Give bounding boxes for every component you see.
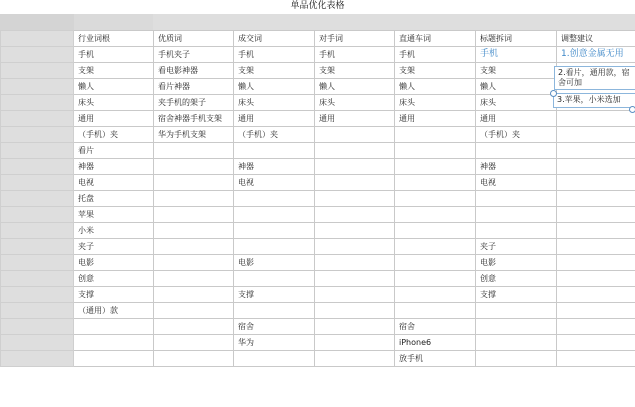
table-cell[interactable]: 苹果 (74, 207, 154, 223)
table-cell[interactable] (315, 207, 395, 223)
table-row (1, 63, 635, 79)
table-cell[interactable] (154, 159, 234, 175)
table-cell[interactable]: 支撑 (476, 287, 557, 303)
table-cell[interactable] (557, 191, 635, 207)
suggestion-note-2[interactable] (554, 66, 635, 90)
table-row (1, 303, 635, 319)
table-cell[interactable] (154, 319, 234, 335)
table-cell[interactable]: 通用 (234, 111, 315, 127)
note-text: 3.苹果，小米选加 (557, 95, 621, 104)
table-cell[interactable]: 小米 (74, 223, 154, 239)
header-band[interactable] (153, 14, 635, 30)
table-cell[interactable] (234, 191, 315, 207)
table-cell[interactable] (315, 351, 395, 367)
table-cell[interactable]: 电视 (476, 175, 557, 191)
table-cell[interactable] (315, 175, 395, 191)
column-header[interactable]: 标题拆词 (476, 31, 557, 47)
table-cell[interactable] (476, 303, 557, 319)
row-header[interactable] (1, 239, 74, 255)
column-band[interactable] (74, 14, 153, 30)
table-cell[interactable] (557, 207, 635, 223)
table-cell[interactable] (74, 335, 154, 351)
row-header[interactable] (1, 95, 74, 111)
table-row (1, 95, 635, 111)
table-cell[interactable]: 手机夹子 (154, 47, 234, 63)
column-header[interactable]: 优质词 (154, 31, 234, 47)
table-cell[interactable] (476, 351, 557, 367)
table-cell[interactable] (234, 223, 315, 239)
table-cell[interactable] (557, 159, 635, 175)
table-cell[interactable]: 宿舍 (234, 319, 315, 335)
column-header[interactable]: 调整建议 (557, 31, 635, 47)
table-cell[interactable] (395, 191, 476, 207)
table-cell[interactable]: （手机）夹 (476, 127, 557, 143)
table-cell[interactable] (476, 223, 557, 239)
table-cell[interactable] (315, 287, 395, 303)
table-row (1, 271, 635, 287)
table-cell[interactable] (395, 239, 476, 255)
selection-handle-icon[interactable] (550, 90, 557, 97)
table-cell[interactable] (395, 207, 476, 223)
table-cell[interactable]: 放手机 (395, 351, 476, 367)
table-cell[interactable]: 创意 (74, 271, 154, 287)
table-cell[interactable]: 电视 (74, 175, 154, 191)
row-header[interactable] (1, 335, 74, 351)
table-cell[interactable] (154, 143, 234, 159)
table-cell[interactable] (315, 159, 395, 175)
table-cell[interactable]: 宿舍 (395, 319, 476, 335)
table-cell[interactable]: 神器 (74, 159, 154, 175)
table-cell[interactable]: 懒人 (476, 79, 557, 95)
table-cell[interactable] (476, 207, 557, 223)
table-cell[interactable] (557, 271, 635, 287)
table-cell[interactable]: 支撑 (74, 287, 154, 303)
table-row (1, 143, 635, 159)
table-cell[interactable] (557, 143, 635, 159)
suggestion-note-3[interactable] (553, 93, 635, 108)
table-cell[interactable]: 手机 (74, 47, 154, 63)
table-cell[interactable] (154, 207, 234, 223)
table-cell[interactable]: 支架 (234, 63, 315, 79)
sheet-title: 单品优化表格 (290, 1, 345, 11)
table-cell[interactable]: 1.创意金属无用 (557, 47, 635, 63)
table-cell[interactable] (315, 127, 395, 143)
row-header[interactable] (1, 63, 74, 79)
table-cell[interactable]: 通用 (315, 111, 395, 127)
table-cell[interactable] (154, 255, 234, 271)
table-cell[interactable] (557, 287, 635, 303)
table-row (1, 191, 635, 207)
table-cell[interactable]: 支撑 (234, 287, 315, 303)
table-row (1, 159, 635, 175)
table-cell[interactable]: 支架 (395, 63, 476, 79)
table-cell[interactable]: 夹手机的架子 (154, 95, 234, 111)
table-row (1, 111, 635, 127)
table-row (1, 319, 635, 335)
table-cell[interactable] (315, 319, 395, 335)
table-cell[interactable] (395, 255, 476, 271)
table-cell[interactable]: 手机 (476, 47, 557, 63)
table-row (1, 335, 635, 351)
row-header[interactable] (1, 223, 74, 239)
row-header[interactable] (1, 271, 74, 287)
row-header[interactable] (1, 191, 74, 207)
table-cell[interactable]: 创意 (476, 271, 557, 287)
table-cell[interactable] (395, 287, 476, 303)
table-row (1, 127, 635, 143)
table-cell[interactable]: 电影 (234, 255, 315, 271)
table-cell[interactable] (315, 303, 395, 319)
table-row (1, 47, 635, 63)
column-header[interactable]: 行业词根 (74, 31, 154, 47)
table-cell[interactable] (234, 239, 315, 255)
table-cell[interactable]: 支架 (74, 63, 154, 79)
table-cell[interactable]: 电影 (476, 255, 557, 271)
table-cell[interactable] (476, 335, 557, 351)
table-cell[interactable] (557, 239, 635, 255)
table-cell[interactable]: 华为手机支架 (154, 127, 234, 143)
table-cell[interactable]: 手机 (234, 47, 315, 63)
table-cell[interactable]: 托盘 (74, 191, 154, 207)
table-cell[interactable]: 床头 (315, 95, 395, 111)
table-cell[interactable] (234, 143, 315, 159)
table-cell[interactable] (557, 127, 635, 143)
table-cell[interactable] (315, 271, 395, 287)
table-row (1, 223, 635, 239)
table-cell[interactable] (557, 335, 635, 351)
row-header[interactable] (1, 303, 74, 319)
row-header[interactable] (1, 31, 74, 47)
column-header[interactable]: 直通车词 (395, 31, 476, 47)
table-row (1, 175, 635, 191)
table-cell[interactable]: 手机 (395, 47, 476, 63)
table-cell[interactable] (154, 223, 234, 239)
table-cell[interactable]: 床头 (234, 95, 315, 111)
table-cell[interactable] (557, 255, 635, 271)
table-cell[interactable]: 手机 (315, 47, 395, 63)
row-header[interactable] (1, 111, 74, 127)
table-cell[interactable] (395, 127, 476, 143)
header-row (1, 31, 635, 47)
table-row (1, 239, 635, 255)
table-cell[interactable]: 宿舍神器手机支架 (154, 111, 234, 127)
table-cell[interactable] (154, 303, 234, 319)
table-cell[interactable]: （通用）款 (74, 303, 154, 319)
column-header[interactable]: 对手词 (315, 31, 395, 47)
row-header[interactable] (1, 79, 74, 95)
table-cell[interactable] (154, 239, 234, 255)
row-header[interactable] (1, 143, 74, 159)
table-cell[interactable] (395, 159, 476, 175)
table-cell[interactable]: 懒人 (315, 79, 395, 95)
table-cell[interactable] (234, 303, 315, 319)
table-cell[interactable]: 华为 (234, 335, 315, 351)
table-cell[interactable] (315, 223, 395, 239)
table-cell[interactable]: 通用 (74, 111, 154, 127)
table-cell[interactable] (557, 175, 635, 191)
row-header[interactable] (1, 319, 74, 335)
row-header[interactable] (1, 47, 74, 63)
table-cell[interactable] (315, 335, 395, 351)
table-cell[interactable] (154, 335, 234, 351)
table-row (1, 207, 635, 223)
table-cell[interactable]: 神器 (476, 159, 557, 175)
table-cell[interactable] (154, 191, 234, 207)
table-cell[interactable] (234, 207, 315, 223)
corner-cell[interactable] (0, 14, 74, 30)
table-cell[interactable]: 支架 (476, 63, 557, 79)
table-cell[interactable] (395, 143, 476, 159)
table-cell[interactable]: 床头 (476, 95, 557, 111)
table-cell[interactable]: 看片 (74, 143, 154, 159)
table-cell[interactable] (395, 271, 476, 287)
table-cell[interactable]: 看电影神器 (154, 63, 234, 79)
table-cell[interactable] (154, 351, 234, 367)
note-line: 舍可加 (558, 78, 582, 87)
table-row (1, 287, 635, 303)
table-cell[interactable]: iPhone6 (395, 335, 476, 351)
table-cell[interactable]: 床头 (395, 95, 476, 111)
table-cell[interactable] (315, 255, 395, 271)
row-header[interactable] (1, 175, 74, 191)
table-cell[interactable] (154, 287, 234, 303)
table-cell[interactable] (74, 319, 154, 335)
table-cell[interactable]: 电视 (234, 175, 315, 191)
table-cell[interactable]: 看片神器 (154, 79, 234, 95)
spreadsheet-grid (0, 30, 635, 367)
table-cell[interactable] (476, 319, 557, 335)
table-cell[interactable]: （手机）夹 (74, 127, 154, 143)
table-cell[interactable] (557, 351, 635, 367)
table-cell[interactable]: 懒人 (395, 79, 476, 95)
table-cell[interactable] (154, 271, 234, 287)
table-cell[interactable]: 通用 (476, 111, 557, 127)
table-cell[interactable] (476, 191, 557, 207)
selection-handle-icon[interactable] (629, 106, 635, 113)
table-row (1, 79, 635, 95)
table-cell[interactable]: 支架 (315, 63, 395, 79)
table-cell[interactable] (476, 143, 557, 159)
column-header[interactable]: 成交词 (234, 31, 315, 47)
row-header[interactable] (1, 351, 74, 367)
table-row (1, 351, 635, 367)
table-cell[interactable] (315, 239, 395, 255)
table-cell[interactable] (557, 223, 635, 239)
table-cell[interactable] (557, 111, 635, 127)
row-header[interactable] (1, 127, 74, 143)
table-cell[interactable]: 通用 (395, 111, 476, 127)
row-header[interactable] (1, 255, 74, 271)
table-cell[interactable]: 懒人 (234, 79, 315, 95)
table-cell[interactable] (395, 303, 476, 319)
note-line: 2.看片，通用款，宿 (558, 68, 630, 77)
table-cell[interactable] (557, 303, 635, 319)
table-cell[interactable] (395, 175, 476, 191)
table-cell[interactable]: （手机）夹 (234, 127, 315, 143)
table-cell[interactable] (234, 351, 315, 367)
table-cell[interactable] (557, 319, 635, 335)
table-cell[interactable] (395, 223, 476, 239)
table-cell[interactable]: 电影 (74, 255, 154, 271)
row-header[interactable] (1, 159, 74, 175)
table-cell[interactable] (234, 271, 315, 287)
table-cell[interactable]: 神器 (234, 159, 315, 175)
table-cell[interactable]: 床头 (74, 95, 154, 111)
table-cell[interactable] (74, 351, 154, 367)
table-cell[interactable] (154, 175, 234, 191)
table-cell[interactable]: 夹子 (476, 239, 557, 255)
table-cell[interactable] (315, 191, 395, 207)
table-cell[interactable] (315, 143, 395, 159)
row-header[interactable] (1, 287, 74, 303)
table-cell[interactable]: 懒人 (74, 79, 154, 95)
table-row (1, 255, 635, 271)
row-header[interactable] (1, 207, 74, 223)
table-cell[interactable]: 夹子 (74, 239, 154, 255)
